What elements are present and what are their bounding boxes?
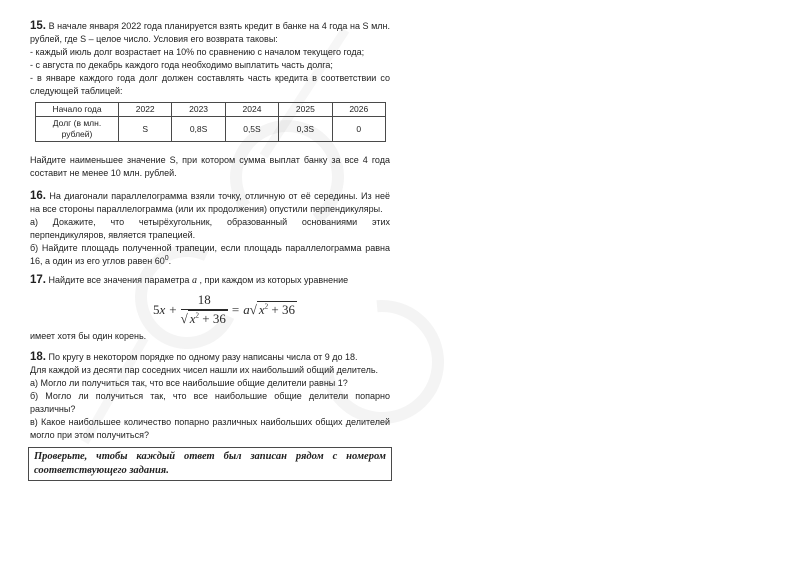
table-cell: 2022 — [119, 103, 172, 117]
equation-17 — [60, 292, 390, 327]
problem-18-intro: 18. По кругу в некотором порядке по одному разу написаны числа от 9 до 18. — [30, 351, 358, 363]
problem-16-part-b: б) Найдите площадь полученной трапеции, если площадь параллелограмма равна 16, а один из его углов равен $60^0$. — [30, 243, 390, 266]
problem-15 — [30, 20, 390, 180]
table-cell: 2024 — [225, 103, 278, 117]
problem-17 — [30, 274, 390, 343]
table-cell: 0,8S — [172, 117, 225, 142]
table-cell: 2023 — [172, 103, 225, 117]
problem-15-question: Найдите наименьшее значение S, при котором сумма выплат банку за все 4 года составит не менее 10 млн. рублей. — [30, 155, 390, 178]
table-cell: 0 — [332, 117, 385, 142]
problem-16 — [30, 190, 390, 268]
degree-superscript: 0 — [164, 255, 169, 262]
problem-18-intro-2: Для каждой из десяти пар соседних чисел нашли их наибольший общий делитель. — [30, 365, 379, 375]
fraction-numerator: 18 — [181, 292, 228, 310]
problem-16-intro: 16. На диагонали параллелограмма взяли точку, отличную от её середины. Из неё на все стороны параллелограмма (или их продолжения) опустили перпендикуляры. — [30, 190, 390, 214]
problem-17-intro: 17. Найдите все значения параметра a , при каждом из которых уравнение — [30, 274, 349, 286]
radical-sign: √ — [180, 311, 188, 326]
problem-18-part-b: б) Могло ли получиться так, что все наибольшие общие делители попарно различны? — [30, 391, 390, 414]
problem-15-bullet-2: - с августа по декабрь каждого года необходимо выплатить часть долга; — [30, 60, 333, 70]
table-cell: S — [119, 117, 172, 142]
problem-18 — [30, 351, 390, 442]
problem-17-number: 17. — [30, 274, 46, 286]
table-cell: 0,3S — [279, 117, 332, 142]
problem-15-bullet-1: - каждый июль долг возрастает на 10% по сравнению с началом текущего года; — [30, 47, 365, 57]
rhs-term: a√ $x^2 + 36$ — [243, 301, 295, 317]
problem-18-number: 18. — [30, 351, 46, 363]
equals-sign: = — [231, 301, 240, 317]
problem-16-number: 16. — [30, 190, 46, 202]
problem-17-outro: имеет хотя бы один корень. — [30, 331, 147, 341]
table-cell: 2025 — [279, 103, 332, 117]
table-cell: 0,5S — [225, 117, 278, 142]
table-cell: Начало года — [36, 103, 119, 117]
parameter-a: a — [191, 275, 197, 286]
table-cell: Долг (в млн. рублей) — [36, 117, 119, 142]
problem-15-intro: 15. В начале января 2022 года планируется взять кредит в банке на 4 года на S млн. рублей, где S – целое число. Условия его возврата таковы: — [30, 20, 390, 44]
table-row-debt — [36, 117, 386, 142]
problem-16-part-a: а) Докажите, что четырёхугольник, образованный основаниями этих перпендикуляров, является трапецией. — [30, 217, 390, 240]
formula-term: 5x — [153, 301, 166, 317]
problem-18-part-v: в) Какое наибольшее количество попарно различных наибольших общих делителей могло при этом получиться? — [30, 417, 390, 440]
exam-content — [30, 20, 390, 481]
problem-15-bullet-3: - в январе каждого года долг должен составлять часть кредита в соответствии со следующей таблицей: — [30, 73, 390, 96]
table-cell: 2026 — [332, 103, 385, 117]
check-answers-box — [28, 447, 392, 481]
problem-18-part-a: а) Могло ли получиться так, что все наибольшие общие делители равны 1? — [30, 378, 348, 388]
plus-operator: + — [169, 301, 177, 317]
check-answers-text: Проверьте, чтобы каждый ответ был записан рядом с номером соответствующего задания. — [34, 451, 386, 476]
debt-table — [35, 102, 386, 142]
fraction-denominator — [181, 310, 228, 327]
problem-15-number: 15. — [30, 20, 46, 32]
radicand: $x^2 + 36$ — [189, 311, 226, 326]
fraction — [181, 292, 228, 327]
table-row-header — [36, 103, 386, 117]
